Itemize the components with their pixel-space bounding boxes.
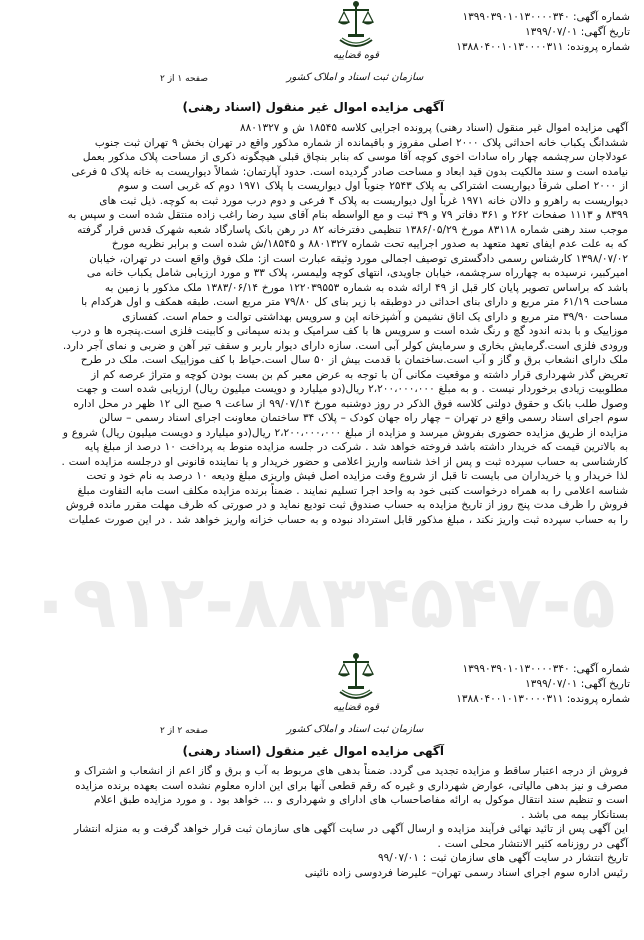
body-line: ۸۳۹۹ و ۱۱۱۳ صفحات ۲۶۲ و ۳۶۱ دفاتر ۷۹ و ۳۹ ثبت و مع الواسطه بنام آقای سید رضا راغب زاده منتقل شده است و سپس به [67,209,628,221]
watermark: ۰۹۱۲-۸۸۳۴۵۴۷-۵ [28,560,616,644]
body-line: فروش از درجه اعتبار ساقط و مزایده تجدید می گردد. ضمناً بدهی های مربوط به آب و برق و گاز اعم از انشعاب و اشتراک و [75,765,628,777]
ad-number: شماره آگهی: ۱۳۹۹۰۳۹۰۱۰۱۳۰۰۰۰۳۴۰ [462,663,630,675]
body-line: موزاییک و با بدنه اندود گچ و رنگ شده است و سرویس ها با کف سرامیک و بدنه سیمانی و کابینت فلزی است.پنجره ها و درب [71,325,628,337]
page-number: صفحه ۱ از ۲ [160,74,208,84]
body-line: سوم اجرای اسناد رسمی واقع در تهران – چهار راه جهان کودک – پلاک ۳۴ ساختمان معاونت اجرای اسناد رسمی – سالن [99,412,628,424]
ad-date: تاریخ آگهی: ۱۳۹۹/۰۷/۰۱ [525,678,630,690]
body-line: را به حساب سپرده ثبت واریز نکند ، مبلغ مذکور قابل استرداد نبوده و به حساب خزانه واریز خواهد شد . در این صورت عملیات [68,513,628,526]
notice-2-title: آگهی مزایده اموال غیر منقول (اسناد رهنی) [182,744,444,758]
body-line: دیواریست به راهرو و دالان خانه ۱۹۷۱ غرباً اول دیواریست به پلاک ۴ فرعی و دوم درب مورد ثبت به کوچه. ذیل ثبت های [99,194,628,207]
body-line: مساحت ۳۹/۹۰ متر مربع و دارای یک اتاق نشیمن و آشپزخانه اپن و سرویس بهداشتی توالت و حمام است. کفسازی [122,310,628,323]
body-line: ۱۳۹۸/۰۷/۰۲ کارشناس رسمی دادگستری توصیف اجمالی مورد وثیقه عبارت است از: ملک فوق واقع است در تهران، خیابان [89,252,628,265]
body-line: تاریخ انتشار در سایت آگهی های سازمان ثبت : ۹۹/۰۷/۰۱ [378,852,628,864]
body-line: امیرکبیر، نرسیده به چهارراه سرچشمه، خیابان جاویدی، انتهای کوچه ولیمسر، پلاک ۳۳ و مورد ارزیابی شامل یکباب خانه می [86,267,628,279]
notice-2-body [28,764,628,880]
notice-2-header [0,652,644,738]
org-name-registration: سازمان ثبت اسناد و املاک کشور [286,724,424,735]
body-line: است و تنظیم سند انتقال موکول به ارائه مفاصاحساب های ادارای و شهرداری و ... خواهد بود . و مورد مزایده طبق اعلام [93,794,628,806]
scales-emblem-icon [334,652,378,704]
body-line: مطلوبیت زیادی برخوردار نیست . و به مبلغ ۲،۲۰۰،۰۰۰،۰۰۰ ریال(دو میلیارد و دویست میلیون ریال) ارزیابی شده است و جهت [76,383,628,395]
body-line: کارشناسی به حساب سپرده ثبت و پس از اخذ شناسه واریز اعلامی و حضور خریدار و یا نماینده قانونی او درجلسه مزایده است . [61,455,628,468]
org-name-registration: سازمان ثبت اسناد و املاک کشور [286,72,424,83]
body-line: فروش را ظرف مدت پنج روز از تاریخ مزایده به حساب صندوق ثبت تودیع نماید و در صورتی که ظرف مهلت مقرر مانده فروش [65,499,628,511]
org-name-judiciary: قوه قضاییه [332,50,380,61]
body-line: عودلاجان سرچشمه چهار راه سادات اخوی کوچه آقا موسی که بنابر بنچاق قبلی هیچگونه ذکری از مساحت پلاک مذکور بعمل [82,151,628,163]
body-line: که به علت عدم ایفای تعهد متعهد به صدور اجراییه تحت شماره ۸۸۰۱۳۲۷ و ۱۸۵۴۵/ش شده است و برابر نظریه مورخ [111,238,628,250]
body-line: ورودی فلزی است.گرمایش بخاری و سرمایش کولر آبی است. سازه دارای دیوار باربر و سقف تیر آهن و ضربی و نمای آجر دارد. [62,339,628,352]
body-line: این آگهی پس از تائید نهائی فرآیند مزایده و ارسال آگهی در سایت آگهی های سازمان ثبت قرار خواهد گرفت و به منزله انتشار [74,823,628,835]
notice-1-body [28,121,628,527]
body-line: تعریض گذر شهرداری قرار داشته و موقعیت مکانی آن با توجه به عرض معبر کم بن بست بودن کوچه و متراژ عرصه کم از [91,368,628,381]
judiciary-emblem [316,0,396,61]
body-line: نیامده است و سند مالکیت بدون قید ابعاد و مساحت صادر گردیده است. حدود آپارتمان: شمالاً دیواریست به خانه پلاک ۵ فرعی [71,165,628,178]
org-name-judiciary: قوه قضاییه [332,702,380,713]
body-line: موجب سند رهنی شماره ۸۳۱۱۸ مورخ ۱۳۸۶/۰۵/۲۹ تنظیمی دفترخانه ۸۲ در رهن بانک پاسارگاد شعبه شهرک قدس قرار گرفته [77,223,628,236]
notice-1-title: آگهی مزایده اموال غیر منقول (اسناد رهنی) [182,100,444,114]
file-number: شماره پرونده: ۱۳۸۸۰۴۰۰۱۰۱۳۰۰۰۰۳۱۱ [456,41,630,53]
body-line: آگهی در روزنامه کثیر الانتشار محلی است . [437,837,628,850]
notice-2-meta [456,662,630,707]
body-line: مساحت ۶۱/۱۹ متر مربع و دارای بنای احداثی در دوطبقه با زیر بنای کل ۷۹/۸۰ متر مربع است. طبقه همکف و اول هرکدام با [81,296,628,308]
scales-emblem-icon [334,0,378,52]
body-line: رئیس اداره سوم اجرای اسناد رسمی تهران– علیرضا فردوسی زاده نائینی [304,866,628,879]
body-line: ملک دارای انشعاب برق و گاز و آب است.ساختمان با قدمت بیش از ۵۰ سال است.حیاط با کف موزاییک است. ملک در طرح [80,354,628,366]
notice-1-header [0,0,644,86]
body-line: مصرف و نیز بدهی مالیاتی، عوارض شهرداری و غیره که رقم قطعی آنها برای این اداره معلوم نشده است بعهده برنده مزایده [75,779,628,792]
body-line: شناسه اعلامی را به همراه درخواست کتبی خود به واحد اجرا تسلیم نمایند . ضمناً برنده مزایده مکلف است مابه التفاوت مبلغ [77,484,628,497]
body-line: لذا خریدار و یا خریداران می بایست تا قبل از شروع وقت مزایده اصل فیش واریزی مبلغ ودیعه ۱۰ درصد به نام خود و تحت [86,470,628,482]
body-line: باشد که براساس تصویر پایان کار قبل از ۴۹ ارائه شده به شماره ۱۲۲۰۳۹۵۵۳ مورخ ۱۳۸۳/۰۶/۱۴ ملک مذکور با زمین به [104,281,628,294]
ad-date: تاریخ آگهی: ۱۳۹۹/۰۷/۰۱ [525,26,630,38]
body-line: ششدانگ یکباب خانه احداثی پلاک ۲۰۰۰ اصلی مفروز و باقیمانده از شماره مذکور واقع در تهران بخش ۹ تهران ثبت جنوب [94,136,628,149]
judiciary-emblem [316,652,396,713]
notice-1-meta [456,10,630,55]
body-line: آگهی مزایده اموال غیر منقول (اسناد رهنی) پرونده اجرایی کلاسه ۱۸۵۴۵ ش و ۸۸۰۱۳۲۷ [239,122,628,134]
page-number: صفحه ۲ از ۲ [160,726,208,736]
body-line: به بالاترین قیمت که خریدار داشته باشد فروخته خواهد شد . شرکت در جلسه مزایده منوط به پرداخت ۱۰ درصد از مبلغ پایه [84,441,628,453]
body-line: وصول طلب بانک و حقوق دولتی کلاسه فوق الذکر در روز دوشنبه مورخ ۹۹/۰۷/۱۴ از ساعت ۹ صبح الی ۱۲ ظهر در محل اداره [73,397,628,410]
ad-number: شماره آگهی: ۱۳۹۹۰۳۹۰۱۰۱۳۰۰۰۰۳۴۰ [462,11,630,23]
body-line: بستانکار بیمه می باشد . [521,808,628,821]
file-number: شماره پرونده: ۱۳۸۸۰۴۰۰۱۰۱۳۰۰۰۰۳۱۱ [456,693,630,705]
body-line: مزایده از طریق مزایده حضوری بفروش میرسد و مزایده از مبلغ ۲،۲۰۰،۰۰۰،۰۰۰ ریال(دو میلیارد و دویست میلیون ریال) شروع و [62,426,628,439]
body-line: از ۲۰۰۰ اصلی شرقاً دیواریست اشتراکی به پلاک ۲۵۴۳ جنوباً اول دیواریست با پلاک ۱۹۷۱ دوم که غربی است و سوم [117,180,628,192]
